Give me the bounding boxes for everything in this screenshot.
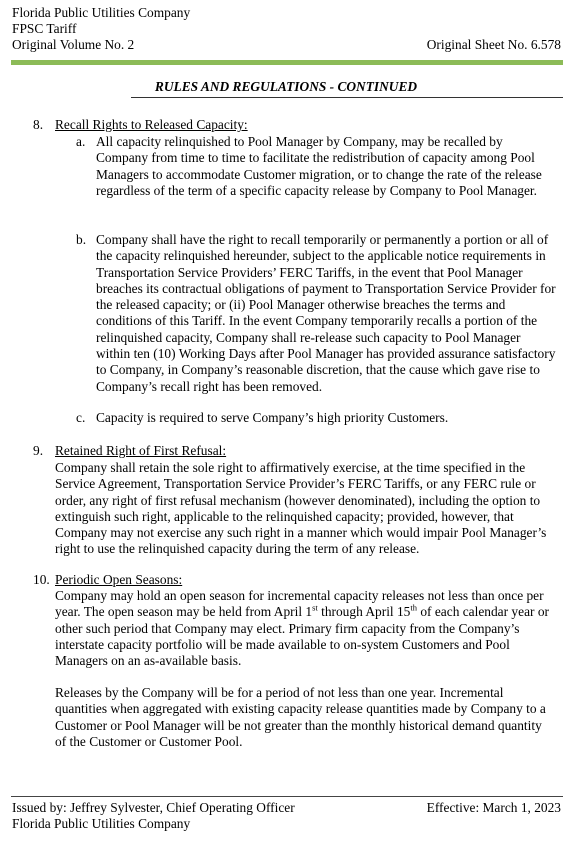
header-company: Florida Public Utilities Company xyxy=(12,5,191,20)
title-divider xyxy=(131,97,563,98)
section-heading: Periodic Open Seasons: xyxy=(55,572,183,587)
header-tariff: FPSC Tariff xyxy=(12,21,77,36)
footer-company: Florida Public Utilities Company xyxy=(12,816,191,831)
list-marker: a. xyxy=(76,134,86,149)
superscript: th xyxy=(410,602,418,613)
section-heading: Recall Rights to Released Capacity: xyxy=(55,117,248,132)
superscript: st xyxy=(312,602,318,613)
header-divider xyxy=(11,60,563,65)
list-item-text: All capacity relinquished to Pool Manager by Company, may be recalled by Company from time to time to facilitate the redistribution of capacity among Pool Managers to accommodate Customer migration, or to change the rate of the release regardless of the term of a specific capacity release by Company to Pool Manager. xyxy=(96,134,542,198)
section-paragraph xyxy=(55,588,555,669)
list-marker: b. xyxy=(76,232,87,247)
text-run: through April 15 xyxy=(317,604,411,620)
text-run: Company may hold an open season for incremental capacity releases not less than once per year. The open season may be held from April 1 xyxy=(55,588,544,620)
page-title: RULES AND REGULATIONS - CONTINUED xyxy=(154,79,418,94)
section-paragraph: Company shall retain the sole right to affirmatively exercise, at the time specified in the Service Agreement, Transportation Service Provider’s FERC Tariffs, or any FERC rule or order, any right of first refusal mechanism (however denominated), including the option to extinguish such right, applicable to the relinquished capacity; provided, however, that Company may not exercise any such right in a manner which would impair Pool Manager’s right to use the relinquished capacity during the term of any release. xyxy=(55,460,547,557)
footer-divider xyxy=(11,796,563,797)
footer-issued-by: Issued by: Jeffrey Sylvester, Chief Operating Officer xyxy=(12,800,295,815)
header-volume: Original Volume No. 2 xyxy=(12,37,135,52)
section-paragraph: Releases by the Company will be for a period of not less than one year. Incremental quantities when aggregated with existing capacity release quantities made by Company to a Customer or Pool Manager will be not greater than the monthly historical demand quantity of the Customer or Customer Pool. xyxy=(55,685,546,749)
text-run: of each calendar year or other such period that Company may elect. Primary firm capacity from the Company’s interstate capacity portfolio will be made available to on-system Customers and Pool Managers on an as-available basis. xyxy=(55,604,549,669)
list-marker: c. xyxy=(76,410,86,425)
footer-effective-date: Effective: March 1, 2023 xyxy=(426,800,561,815)
section-heading: Retained Right of First Refusal: xyxy=(55,443,227,458)
list-item-text: Capacity is required to serve Company’s high priority Customers. xyxy=(96,410,449,425)
section-number: 10. xyxy=(33,572,50,587)
list-item-text: Company shall have the right to recall temporarily or permanently a portion or all of the capacity relinquished hereunder, subject to the applicable notice requirements in Transportation Service Providers’ FERC Tariffs, in the event that Pool Manager breaches its contractual obligations of payment to Transportation Service Provider for the released capacity; or (ii) Pool Manager otherwise breaches the terms and conditions of this Tariff. In the event Company temporarily recalls a portion of the relinquished capacity, Company shall re-release such capacity to Pool Manager within ten (10) Working Days after Pool Manager has provided assurance satisfactory to Company, in Company’s reasonable discretion, that the cause which gave rise to Company’s recall right has been removed. xyxy=(96,232,556,394)
footer-left xyxy=(12,800,295,832)
section-number: 9. xyxy=(33,443,44,458)
section-number: 8. xyxy=(33,117,44,132)
header-left xyxy=(12,5,190,53)
header-sheet-number: Original Sheet No. 6.578 xyxy=(426,37,561,52)
